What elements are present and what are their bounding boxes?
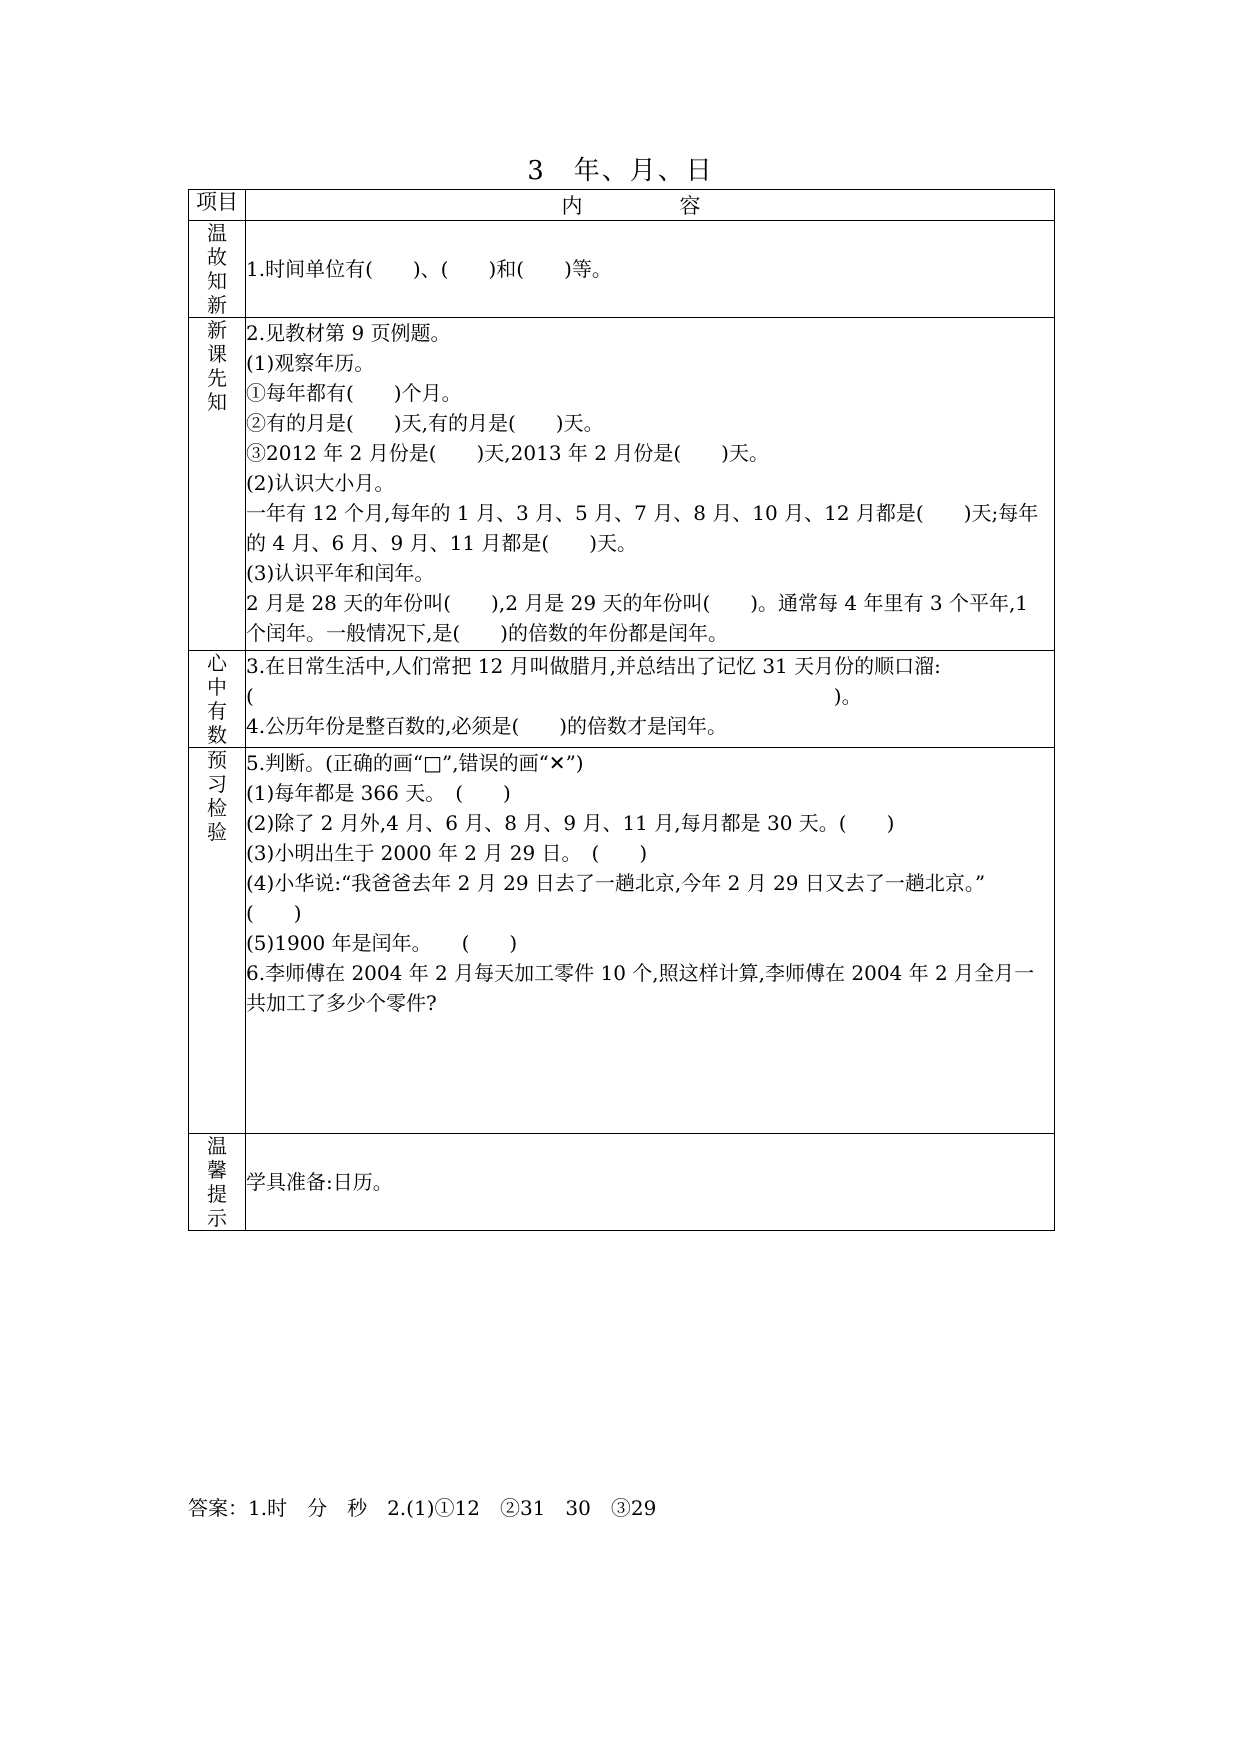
row-content-mind xyxy=(246,651,1055,748)
question-line: 4.公历年份是整百数的,必须是( )的倍数才是闰年。 xyxy=(246,714,728,738)
question-line: (5)1900 年是闰年。 ( ) xyxy=(246,931,518,955)
preview-table xyxy=(188,189,1055,1231)
table-row-mind xyxy=(189,651,1055,748)
answer-text: 答案：1.时 分 秒 2.(1)①12 ②31 30 ③29 xyxy=(188,1496,657,1520)
row-label-new-lesson: 新课先知 xyxy=(189,318,246,651)
row-content-tips xyxy=(246,1134,1055,1231)
tip-line: 学具准备:日历。 xyxy=(246,1170,393,1194)
row-content-check xyxy=(246,748,1055,1134)
table-row-tips xyxy=(189,1134,1055,1231)
question-line: 5.判断。(正确的画“□”,错误的画“✕”) xyxy=(246,751,584,775)
header-content: 内 容 xyxy=(246,190,1055,221)
table-row-review xyxy=(189,221,1055,318)
question-line: 2.见教材第 9 页例题。 xyxy=(246,321,451,345)
question-line: 一年有 12 个月,每年的 1 月、3 月、5 月、7 月、8 月、10 月、12 月都是( )天;每年的 4 月、6 月、9 月、11 月都是( )天。 xyxy=(246,501,1039,555)
question-line: ①每年都有( )个月。 xyxy=(246,381,462,405)
question-line: ②有的月是( )天,有的月是( )天。 xyxy=(246,411,604,435)
question-line: (3)小明出生于 2000 年 2 月 29 日。 ( ) xyxy=(246,841,648,865)
question-line: 2 月是 28 天的年份叫( ),2 月是 29 天的年份叫( )。通常每 4 年里有 3 个平年,1 个闰年。一般情况下,是( )的倍数的年份都是闰年。 xyxy=(246,591,1035,645)
row-label-review: 温故知新 xyxy=(189,221,246,318)
row-label-tips: 温馨提示 xyxy=(189,1134,246,1231)
row-label-mind: 心中有数 xyxy=(189,651,246,748)
table-header-row xyxy=(189,190,1055,221)
row-content-review xyxy=(246,221,1055,318)
question-line: 6.李师傅在 2004 年 2 月每天加工零件 10 个,照这样计算,李师傅在 2004 年 2 月全月一共加工了多少个零件? xyxy=(246,961,1035,1015)
question-line: (1)每年都是 366 天。 ( ) xyxy=(246,781,511,805)
row-label-check: 预习检验 xyxy=(189,748,246,1134)
question-line: (3)认识平年和闰年。 xyxy=(246,561,435,585)
question-line: 1.时间单位有( )、( )和( )等。 xyxy=(246,257,612,281)
page-title: 3 年、月、日 xyxy=(527,156,714,186)
question-line: (2)除了 2 月外,4 月、6 月、8 月、9 月、11 月,每月都是 30 天。( ) xyxy=(246,811,895,835)
question-line: (4)小华说:“我爸爸去年 2 月 29 日去了一趟北京,今年 2 月 29 日又去了一趟北京。” ( ) xyxy=(246,871,1026,925)
table-row-new-lesson xyxy=(189,318,1055,651)
header-label: 项目 xyxy=(189,190,246,221)
table-row-check xyxy=(189,748,1055,1134)
question-line: 3.在日常生活中,人们常把 12 月叫做腊月,并总结出了记忆 31 天月份的顺口溜:( )。 xyxy=(246,654,941,708)
row-content-new-lesson xyxy=(246,318,1055,651)
question-line: (1)观察年历。 xyxy=(246,351,375,375)
question-line: ③2012 年 2 月份是( )天,2013 年 2 月份是( )天。 xyxy=(246,441,769,465)
question-line: (2)认识大小月。 xyxy=(246,471,395,495)
